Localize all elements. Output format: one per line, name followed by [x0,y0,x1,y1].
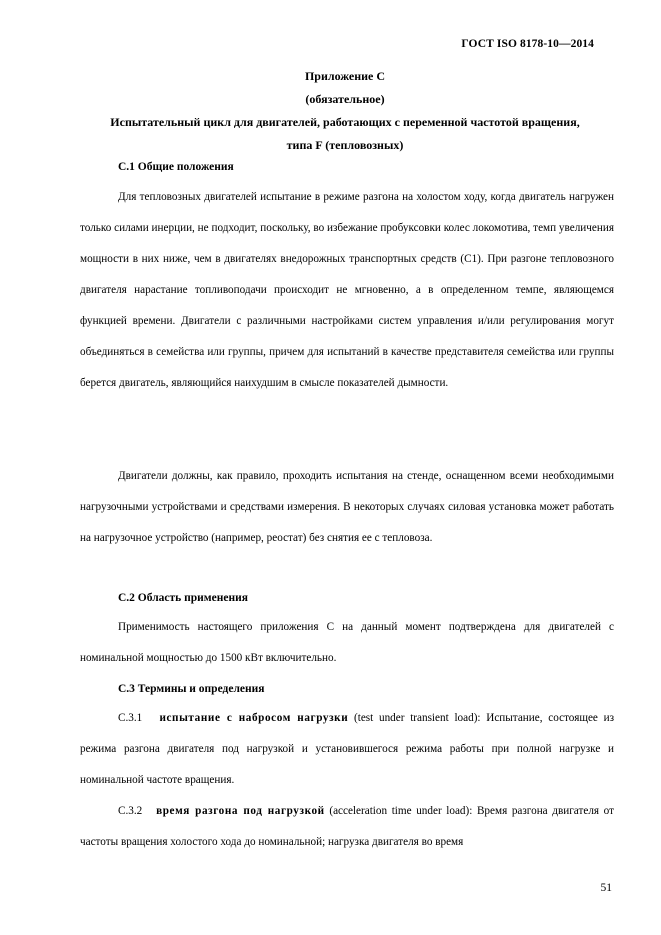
paragraph-c2-1: Применимость настоящего приложения С на данный момент подтверждена для двигателей с номинальной мощностью до 1500 кВт включительно. [80,621,614,664]
definition-c3-2 [80,796,614,858]
definition-text: (test under transient load): Испытание, состоящее из режима разгона двигателя под нагрузкой и установившегося режима работы при полной нагрузке и номинальной частоте вращения. [80,712,615,786]
definition-number: С.3.2 [118,805,143,817]
section-heading-c1: С.1 Общие положения [118,161,234,173]
definition-number: С.3.1 [118,712,143,724]
document-header: ГОСТ ISO 8178-10—2014 [461,38,594,50]
annex-status: (обязательное) [305,92,385,106]
section-heading-c2: С.2 Область применения [118,592,248,604]
paragraph-c1-1: Для тепловозных двигателей испытание в режиме разгона на холостом ходу, когда двигатель нагружен только силами инерции, не подходит, поскольку, во избежание пробуксовки колес локомотива, темп увеличения мощности в них ниже, чем в двигателях внедорожных транспортных средств (С1). При разгоне тепловозного двигателя нарастание топливоподачи происходит не мгновенно, а в определенном темпе, являющемся функцией времени. Двигатели с различными настройками систем управления и/или регулирования могут объединяться в семейства или группы, причем для испытаний в качестве представителя семейства или группы берется двигатель, являющийся наихудшим в смысле показателей дымности. [80,191,614,389]
definition-term: испытание с набросом нагрузки [159,712,349,724]
annex-heading-line1: Испытательный цикл для двигателей, работающих с переменной частотой вращения, [110,115,580,129]
paragraph-c1-2: Двигатели должны, как правило, проходить испытания на стенде, оснащенном всеми необходимыми нагрузочными устройствами и средствами измерения. В некоторых случаях силовая установка может работать на нагрузочное устройство (например, реостат) без снятия ее с тепловоза. [80,470,614,544]
annex-title: Приложение С [304,69,386,83]
annex-heading-line2: типа F (тепловозных) [286,138,404,152]
definition-text: (acceleration time under load): Время разгона двигателя от частоты вращения холостого хода до номинальной; нагрузка двигателя во время [80,805,615,848]
section-heading-c3: С.3 Термины и определения [118,683,265,695]
definition-term: время разгона под нагрузкой [156,805,325,817]
page-number: 51 [600,882,612,894]
definition-c3-1 [80,703,614,796]
